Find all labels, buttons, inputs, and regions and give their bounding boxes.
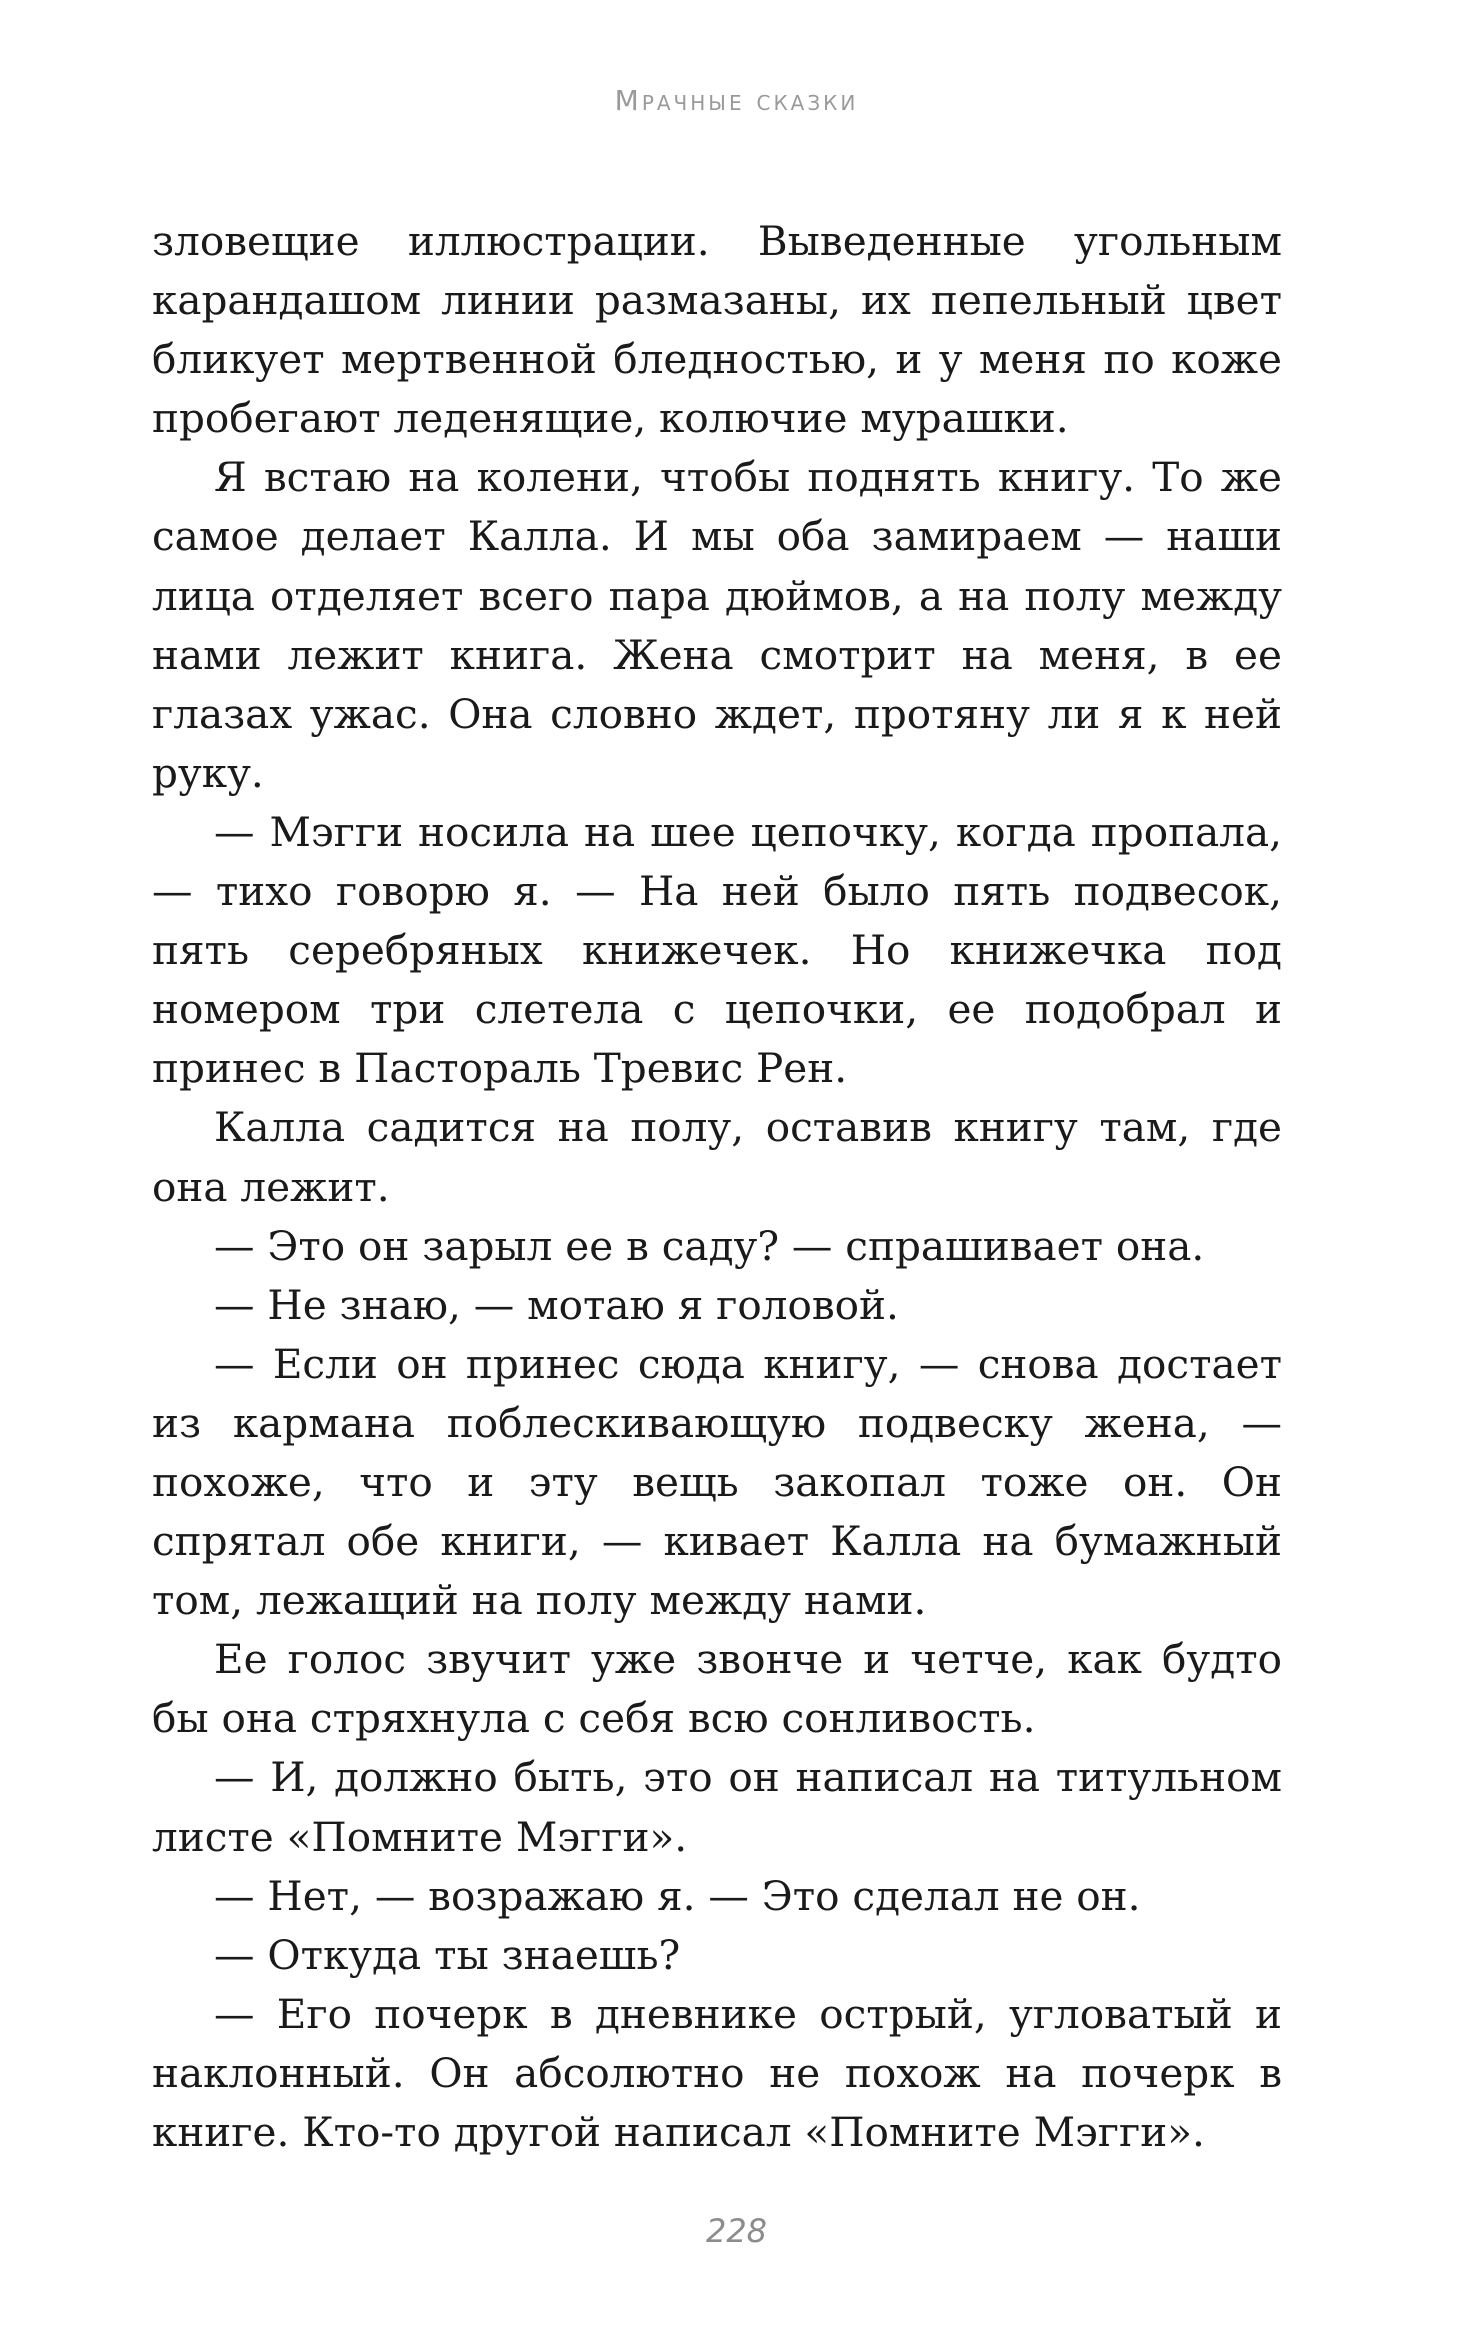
paragraph: Ее голос звучит уже звонче и четче, как будто бы она стряхнула с себя всю сонливость.: [152, 1635, 1282, 1743]
dialogue-paragraph: — Откуда ты знаешь?: [214, 1930, 681, 1979]
dialogue-paragraph: — Нет, — возражаю я. — Это сделал не он.: [214, 1871, 1141, 1920]
paragraph: Я встаю на колени, чтобы поднять книгу. То же самое делает Калла. И мы оба замираем — наши лица отделяет всего пара дюймов, а на полу между нами лежит книга. Жена смотрит на меня, в ее глазах ужас. Она словно ждет, протяну ли я к ней руку.: [152, 453, 1282, 797]
paragraph: Калла садится на полу, оставив книгу там, где она лежит.: [152, 1103, 1282, 1211]
dialogue-paragraph: — Его почерк в дневнике острый, угловатый и наклонный. Он абсолютно не похож на почерк в книге. Кто-то другой написал «Помните Мэгги».: [152, 1989, 1282, 2156]
dialogue-paragraph: — И, должно быть, это он написал на титульном листе «Помните Мэгги».: [152, 1753, 1282, 1861]
dialogue-paragraph: — Если он принес сюда книгу, — снова достает из кармана поблескивающую подвеску жена, — похоже, что и эту вещь закопал тоже он. Он спрятал обе книги, — кивает Калла на бумажный том, лежащий на полу между нами.: [152, 1339, 1282, 1625]
paragraph-continuation: зловещие иллюстрации. Выведенные угольным карандашом линии размазаны, их пепельный цвет бликует мертвенной бледностью, и у меня по коже пробегают леденящие, колючие мурашки.: [152, 217, 1282, 443]
page-number: 228: [705, 2212, 768, 2250]
running-title: Мрачные сказки: [614, 84, 859, 117]
page-body: [152, 212, 1282, 2162]
dialogue-paragraph: — Не знаю, — мотаю я головой.: [214, 1280, 899, 1329]
dialogue-paragraph: — Мэгги носила на шее цепочку, когда пропала, — тихо говорю я. — На ней было пять подвесок, пять серебряных книжечек. Но книжечка под номером три слетела с цепочки, ее подобрал и принес в Пастораль Тревис Рен.: [152, 807, 1282, 1093]
dialogue-paragraph: — Это он зарыл ее в саду? — спрашивает она.: [214, 1221, 1205, 1270]
